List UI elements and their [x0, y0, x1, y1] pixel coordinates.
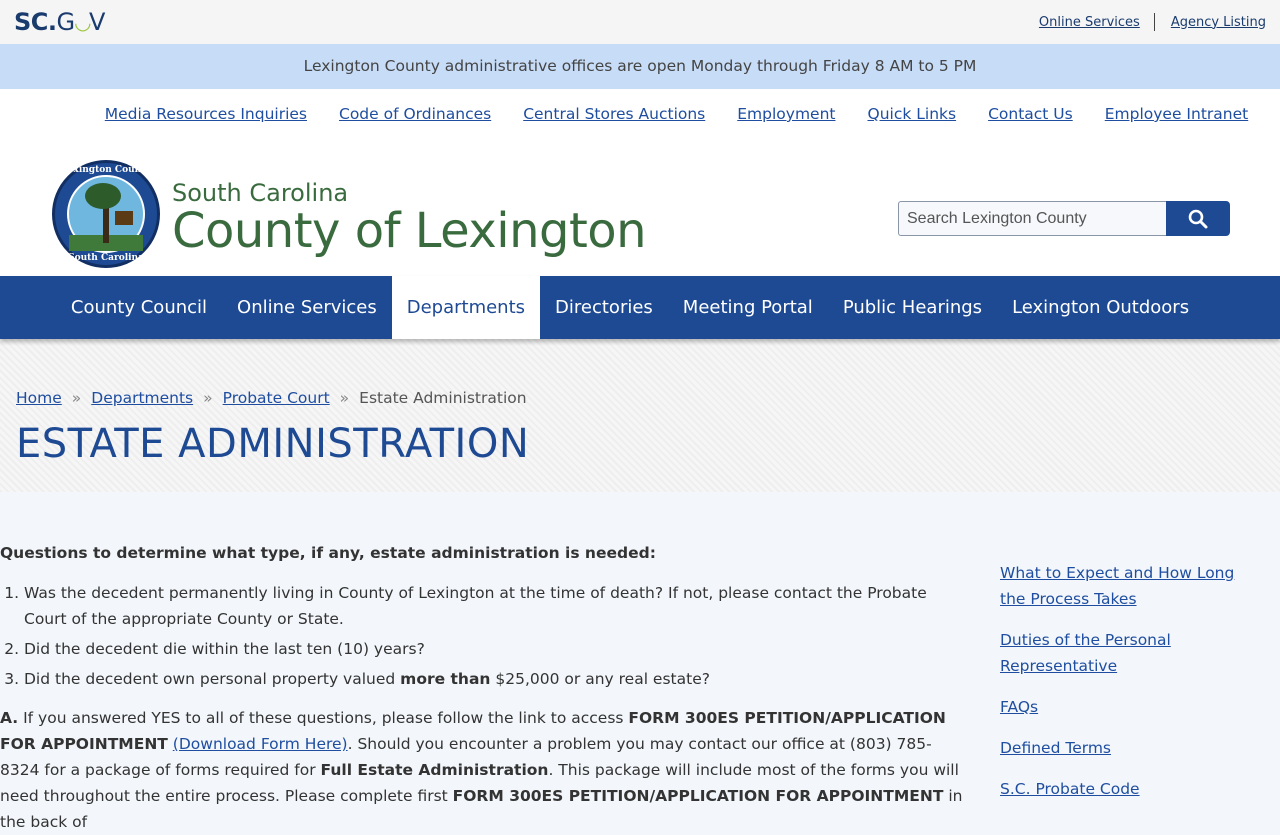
- q3-text-pre: Did the decedent own personal property valued: [24, 670, 401, 688]
- seal-house: [115, 211, 133, 225]
- county-seal-logo[interactable]: [52, 160, 160, 268]
- answer-a-form-name: FORM 300ES PETITION/APPLICATION FOR APPOINTMENT: [0, 709, 946, 753]
- sidebar-link-what-to-expect[interactable]: What to Expect and How Long the Process Takes: [1000, 564, 1235, 608]
- site-header: [0, 139, 1280, 276]
- answer-a-form-name-2: FORM 300ES PETITION/APPLICATION FOR APPOINTMENT: [452, 787, 944, 805]
- sidebar-link-faqs[interactable]: FAQs: [1000, 698, 1039, 716]
- question-list: [0, 580, 965, 692]
- answer-a-full-estate: Full Estate Administration: [320, 761, 549, 779]
- breadcrumb-departments[interactable]: Departments: [91, 389, 194, 407]
- utility-link-central-stores[interactable]: Central Stores Auctions: [523, 105, 706, 123]
- nav-county-council[interactable]: County Council: [70, 297, 208, 318]
- nav-online-services[interactable]: Online Services: [237, 297, 377, 318]
- nav-meeting-portal[interactable]: Meeting Portal: [682, 297, 813, 318]
- scgov-logo-v: V: [89, 8, 107, 36]
- sidebar-link-defined-terms[interactable]: Defined Terms: [1000, 739, 1112, 757]
- answer-a-label: A.: [0, 709, 19, 727]
- content-area: [0, 492, 1280, 831]
- search-button[interactable]: [1166, 201, 1230, 236]
- utility-link-employment[interactable]: Employment: [737, 105, 836, 123]
- nav-departments[interactable]: Departments: [392, 276, 540, 339]
- brand-state: South Carolina: [172, 179, 349, 207]
- utility-link-employee-intranet[interactable]: Employee Intranet: [1104, 105, 1249, 123]
- q3-text-post: $25,000 or any real estate?: [490, 670, 710, 688]
- nav-directories[interactable]: Directories: [555, 297, 653, 318]
- sidebar-link-probate-code[interactable]: S.C. Probate Code: [1000, 780, 1140, 798]
- moon-icon: ◡: [75, 10, 91, 34]
- office-hours-banner: Lexington County administrative offices are open Monday through Friday 8 AM to 5 PM: [0, 44, 1280, 89]
- page-title-band: [0, 339, 1280, 492]
- sidebar-link-duties[interactable]: Duties of the Personal Representative: [1000, 631, 1171, 675]
- download-form-link[interactable]: (Download Form Here): [172, 735, 348, 753]
- answer-a-text-2: . Should you encounter a problem you may contact our office at (803) 785-8324 for a package of forms required for: [0, 735, 932, 779]
- utility-link-contact-us[interactable]: Contact Us: [988, 105, 1073, 123]
- scgov-agency-listing-link[interactable]: Agency Listing: [1170, 14, 1266, 30]
- answer-a-paragraph: [0, 705, 965, 835]
- seal-top-text: Lexington County: [61, 165, 151, 175]
- utility-nav: [0, 89, 1280, 139]
- scgov-logo[interactable]: [14, 8, 106, 36]
- q3-bold: more than: [400, 670, 491, 688]
- seal-bottom-text: South Carolina: [68, 253, 144, 263]
- sidebar-links: [1000, 560, 1260, 817]
- breadcrumb-probate-court[interactable]: Probate Court: [222, 389, 330, 407]
- breadcrumb-separator: »: [71, 389, 82, 407]
- breadcrumb-separator: »: [339, 389, 350, 407]
- search-icon: [1188, 209, 1208, 229]
- answer-a-text-1: If you answered YES to all of these questions, please follow the link to access: [18, 709, 629, 727]
- main-content: [0, 540, 965, 835]
- breadcrumb-separator: »: [203, 389, 213, 407]
- nav-lexington-outdoors[interactable]: Lexington Outdoors: [1012, 297, 1190, 318]
- question-item-3: [24, 666, 965, 692]
- scgov-link-divider: [1154, 13, 1155, 31]
- utility-link-quick-links[interactable]: Quick Links: [867, 105, 957, 123]
- page-title: ESTATE ADMINISTRATION: [16, 421, 530, 467]
- scgov-online-services-link[interactable]: Online Services: [1038, 14, 1140, 30]
- brand-county-name[interactable]: County of Lexington: [172, 203, 647, 259]
- question-item-1: 1. Was the decedent permanently living in County of Lexington at the time of death? If not, please contact the Probate Court of the appropriate County or State.: [24, 580, 965, 632]
- nav-public-hearings[interactable]: Public Hearings: [842, 297, 983, 318]
- answer-a-text-3: . This package will include most of the forms you will need throughout the entire process. Please complete first: [0, 761, 959, 805]
- breadcrumb-current: Estate Administration: [359, 389, 527, 407]
- site-search: [898, 201, 1230, 236]
- breadcrumb: [16, 389, 527, 407]
- breadcrumb-home[interactable]: Home: [16, 389, 62, 407]
- utility-link-code-of-ordinances[interactable]: Code of Ordinances: [339, 105, 492, 123]
- main-nav: [0, 276, 1280, 339]
- scgov-logo-g: G: [56, 8, 77, 36]
- question-item-2: 2. Did the decedent die within the last ten (10) years?: [24, 636, 965, 662]
- scgov-logo-sc: SC.: [14, 8, 57, 36]
- utility-link-media-resources[interactable]: Media Resources Inquiries: [104, 105, 307, 123]
- seal-emblem: [67, 175, 145, 253]
- scgov-links: [1039, 13, 1266, 31]
- answer-a-text-4: in the back of: [0, 787, 963, 831]
- search-input[interactable]: [898, 201, 1166, 236]
- question-heading: Questions to determine what type, if any, estate administration is needed:: [0, 544, 656, 562]
- scgov-bar: [0, 0, 1280, 44]
- seal-leaves: [85, 183, 121, 209]
